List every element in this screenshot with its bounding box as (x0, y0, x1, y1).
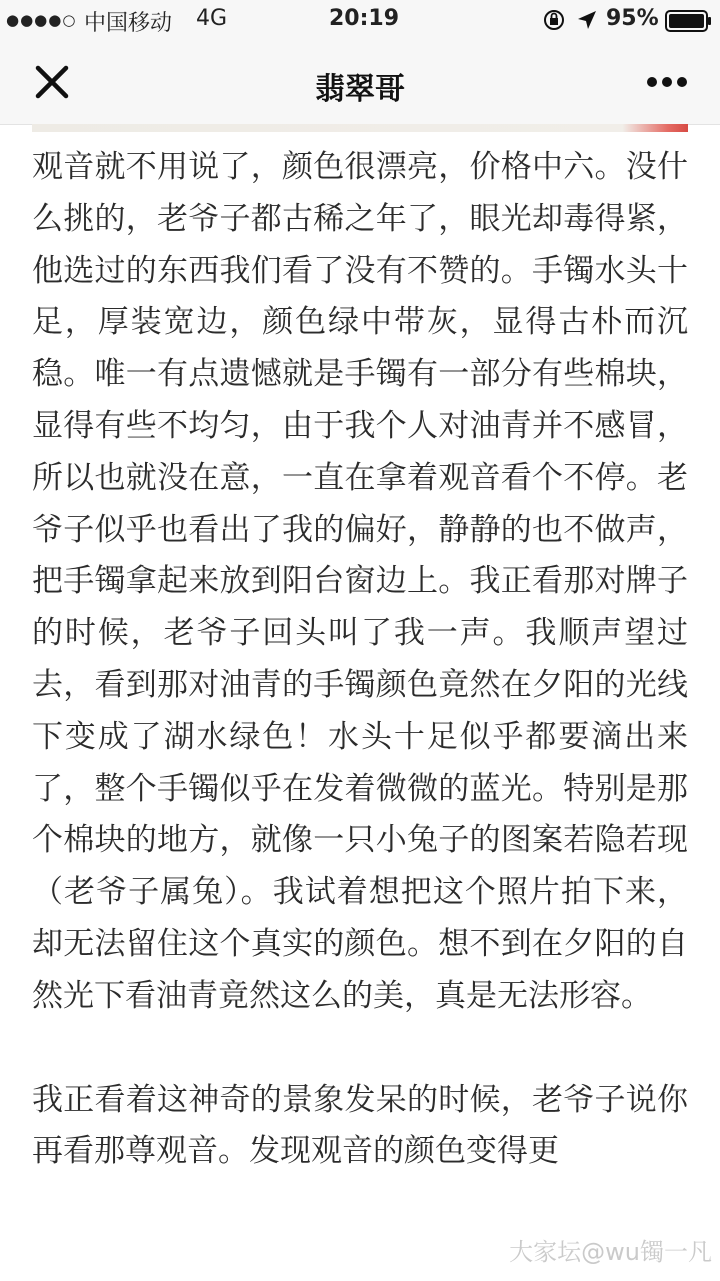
network-label: 4G (196, 6, 228, 31)
article-paragraph: 我正看着这神奇的景象发呆的时候，老爷子说你再看那尊观音。发现观音的颜色变得更 (32, 1081, 688, 1170)
battery-icon (665, 10, 713, 38)
orientation-lock-icon (542, 8, 566, 38)
watermark: 大家坛@wu镯一凡 (509, 1238, 712, 1266)
page-title: 翡翠哥 (315, 72, 405, 107)
more-options-icon[interactable] (646, 76, 688, 88)
navigation-bar (0, 40, 720, 125)
location-icon (576, 9, 598, 37)
status-bar (0, 0, 720, 40)
article-image-edge (32, 124, 688, 132)
clock: 20:19 (329, 6, 400, 31)
signal-strength-icon: ●●●●○ (6, 11, 77, 29)
carrier-label: 中国移动 (84, 11, 173, 36)
article-body (32, 142, 688, 1178)
battery-percent: 95% (606, 6, 659, 31)
article-paragraph: 观音就不用说了，颜色很漂亮，价格中六。没什么挑的，老爷子都古稀之年了，眼光却毒得紧，他选过的东西我们看了没有不赞的。手镯水头十足，厚装宽边，颜色绿中带灰，显得古朴而沉稳。唯一有点遗憾就是手镯有一部分有些棉块，显得有些不均匀，由于我个人对油青并不感冒，所以也就没在意，一直在拿着观音看个不停。老爷子似乎也看出了我的偏好，静静的也不做声，把手镯拿起来放到阳台窗边上。我正看那对牌子的时候，老爷子回头叫了我一声。我顺声望过去，看到那对油青的手镯颜色竟然在夕阳的光线下变成了湖水绿色！水头十足似乎都要滴出来了，整个手镯似乎在发着微微的蓝光。特别是那个棉块的地方，就像一只小兔子的图案若隐若现（老爷子属兔）。我试着想把这个照片拍下来，却无法留住这个真实的颜色。想不到在夕阳的自然光下看油青竟然这么的美，真是无法形容。 (32, 149, 688, 1014)
paragraph-spacer (32, 1023, 688, 1075)
